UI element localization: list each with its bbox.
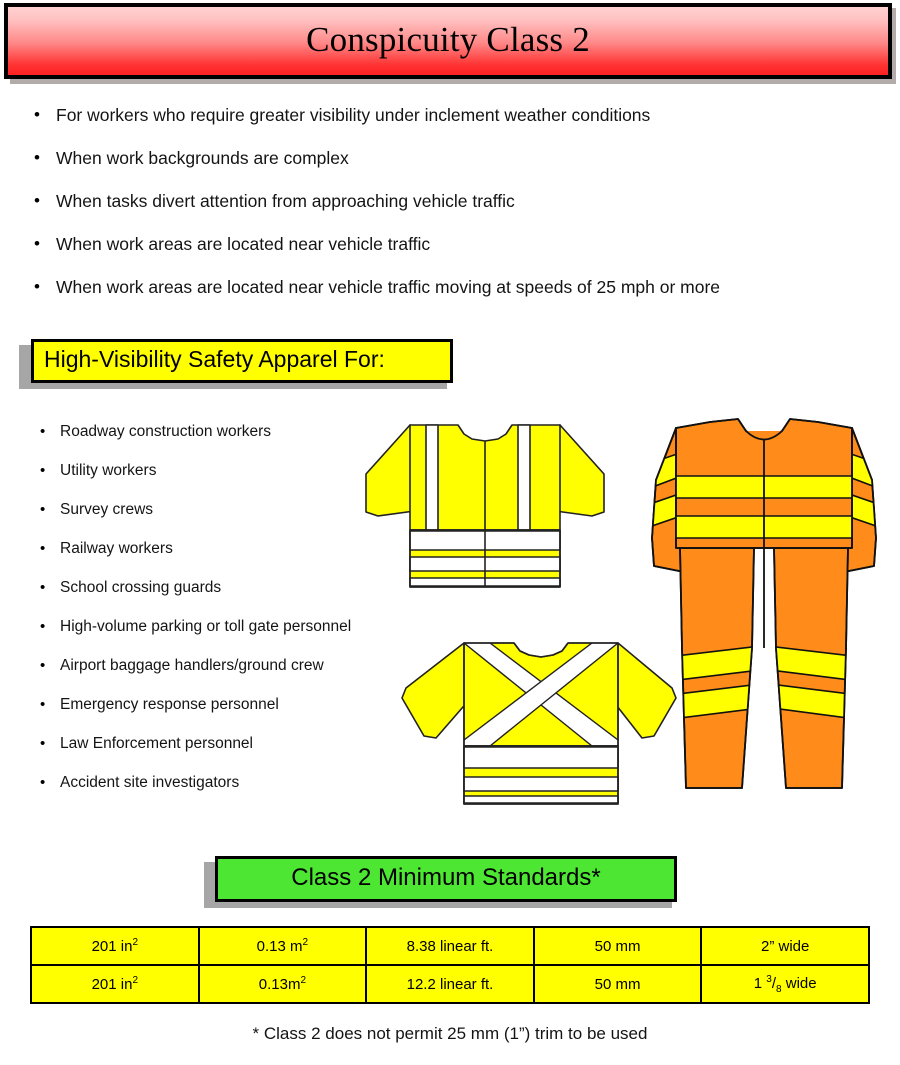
unit-suffix: wide	[781, 974, 817, 992]
list-item-label: Airport baggage handlers/ground crew	[60, 657, 324, 674]
cell-value: 201 in	[91, 976, 133, 993]
list-item	[34, 422, 394, 461]
yellow-x-back-vest-illustration	[398, 630, 678, 815]
bullet-icon: •	[34, 234, 40, 253]
list-item-label: Survey crews	[60, 501, 154, 518]
numerator: 3	[766, 973, 772, 985]
conditions-list	[28, 104, 888, 319]
bullet-icon: •	[40, 423, 46, 440]
cell-trim-width-in: 1 $^3/_8$ wide	[701, 965, 869, 1003]
list-item	[28, 104, 888, 147]
list-item-label: Law Enforcement personnel	[60, 735, 254, 752]
list-item	[34, 578, 394, 617]
list-item-label: When work backgrounds are complex	[56, 148, 349, 168]
denominator: 8	[776, 983, 782, 995]
list-item	[34, 500, 394, 539]
bullet-icon: •	[40, 501, 46, 518]
cell-value: 201 in	[91, 938, 133, 955]
table-row	[31, 965, 869, 1003]
bullet-icon: •	[40, 462, 46, 479]
page-title: Conspicuity Class 2	[306, 19, 590, 59]
exponent: 2	[300, 975, 307, 986]
list-item	[34, 461, 394, 500]
bullet-icon: •	[34, 277, 40, 296]
cell-value: 0.13 m	[256, 938, 303, 955]
list-item-label: Railway workers	[60, 540, 173, 557]
whole-number: 1	[753, 974, 763, 992]
cell-background-area-m	[199, 927, 367, 965]
list-item-label: When work areas are located near vehicle traffic moving at speeds of 25 mph or more	[56, 277, 721, 297]
bullet-icon: •	[40, 774, 46, 791]
apparel-heading-banner	[31, 339, 453, 383]
bullet-icon: •	[34, 105, 40, 124]
list-item	[28, 276, 888, 319]
exponent: 2	[132, 975, 139, 986]
footnote: * Class 2 does not permit 25 mm (1”) trim to be used	[252, 1024, 648, 1043]
cell-background-area-in	[31, 927, 199, 965]
bullet-icon: •	[40, 657, 46, 674]
list-item-label: High-volume parking or toll gate personnel	[60, 618, 352, 635]
list-item	[28, 190, 888, 233]
bullet-icon: •	[34, 148, 40, 167]
standards-heading-banner	[215, 856, 677, 902]
title-banner	[4, 3, 892, 79]
standards-table	[30, 926, 870, 1004]
list-item	[34, 734, 394, 773]
cell-trim-length: 12.2 linear ft.	[366, 965, 534, 1003]
bullet-icon: •	[40, 618, 46, 635]
list-item	[34, 695, 394, 734]
list-item	[34, 539, 394, 578]
list-item	[34, 656, 394, 695]
cell-trim-width-mm: 50 mm	[534, 927, 702, 965]
list-item-label: School crossing guards	[60, 579, 222, 596]
list-item-label: Emergency response personnel	[60, 696, 279, 713]
cell-value: 0.13m	[258, 976, 301, 993]
list-item-label: For workers who require greater visibility under inclement weather conditions	[56, 105, 651, 125]
bullet-icon: •	[40, 579, 46, 596]
list-item-label: Roadway construction workers	[60, 423, 272, 440]
cell-trim-width-in: 2” wide	[701, 927, 869, 965]
orange-coverall-illustration	[638, 398, 888, 818]
bullet-icon: •	[40, 735, 46, 752]
list-item-label: Accident site investigators	[60, 774, 240, 791]
list-item	[34, 773, 394, 812]
apparel-for-list	[34, 422, 394, 812]
list-item-label: Utility workers	[60, 462, 157, 479]
standards-heading-label: Class 2 Minimum Standards*	[291, 863, 601, 891]
table-row	[31, 927, 869, 965]
cell-background-area-in	[31, 965, 199, 1003]
bullet-icon: •	[34, 191, 40, 210]
list-item	[28, 233, 888, 276]
bullet-icon: •	[40, 540, 46, 557]
apparel-heading-label: High-Visibility Safety Apparel For:	[44, 346, 385, 372]
exponent: 2	[132, 937, 139, 948]
cell-trim-width-mm: 50 mm	[534, 965, 702, 1003]
bullet-icon: •	[40, 696, 46, 713]
list-item-label: When tasks divert attention from approaching vehicle traffic	[56, 191, 515, 211]
cell-background-area-m	[199, 965, 367, 1003]
yellow-jacket-illustration	[360, 412, 610, 597]
list-item	[34, 617, 394, 656]
exponent: 2	[302, 937, 309, 948]
cell-trim-length: 8.38 linear ft.	[366, 927, 534, 965]
list-item	[28, 147, 888, 190]
list-item-label: When work areas are located near vehicle traffic	[56, 234, 431, 254]
